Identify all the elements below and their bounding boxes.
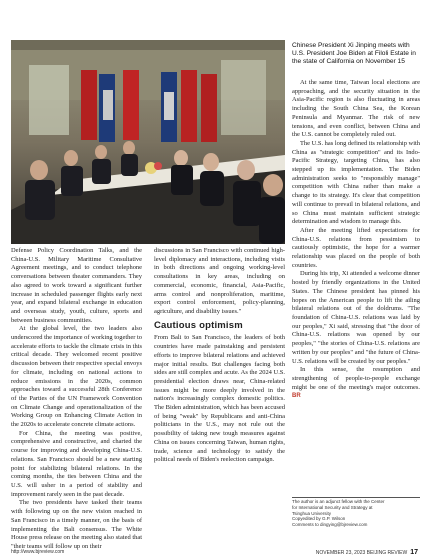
paragraph: The two presidents have tasked their teams with following up on the new vision reached in San Francisco in a timely manner, on the basis of implementing the Bali consensus. The White House press release on the meeting also stated that "their teams will follow up on their <box>11 499 142 550</box>
paragraph: From Bali to San Francisco, the leaders of both countries have made painstaking and persistent efforts to improve bilateral relations and achieved major initial results. But challenges facing both sides are still complex and acute. As the 2024 U.S. presidential election draws near, China-related issues might be more deeply involved in the nation's increasingly complex domestic politics. The Biden administration, which has been accused of being "weak" by Republicans and anti-China politicians in the U.S., may not rule out the possibility of taking new tough measures against China on issues concerning Taiwan, human rights, trade, science and technology to satisfy the political needs of Biden's reelection campaign. <box>154 334 285 464</box>
paragraph: During his trip, Xi attended a welcome dinner hosted by friendly organizations in the United States. The Chinese president has pinned his hopes on the American people to lift the ailing bilateral relations out of the doldrums. "The foundation of China-U.S. relations was laid by our peoples," Xi said, stressing that "the door of China-U.S. relations was opened by our peoples," "the stories of China-U.S. relations are written by our peoples" and "the future of China-U.S. relations will be created by our peoples." <box>292 270 420 365</box>
footer-url[interactable]: http://www.bjreview.com <box>11 549 65 555</box>
bio-line: for International Security and Strategy at <box>292 504 373 510</box>
bio-line: Comments to dingying@bjreview.com <box>292 522 368 527</box>
paragraph: Defense Policy Coordination Talks, and the China-U.S. Military Maritime Consultative Agreement meetings, and to conduct telephone conversations between theater commanders. They also agreed to work toward a significant further increase in scheduled passenger flights early next year, and expand bilateral exchange in education and overseas study, youth, culture, sports and between business communities. <box>11 247 142 324</box>
paragraph-final <box>292 366 420 401</box>
section-heading: Cautious optimism <box>154 319 243 331</box>
footer-issue <box>316 549 418 556</box>
bio-line: Copyedited by G.P. Wilson <box>292 516 346 522</box>
page-number: 17 <box>410 549 418 556</box>
issue-text: NOVEMBER 23, 2023 BEIJING REVIEW <box>315 550 408 556</box>
bio-line: The author is an adjunct fellow with the Center <box>292 499 385 504</box>
paragraph: The U.S. has long defined its relationship with China as "strategic competition" and its Indo-Pacific Strategy, targeting China, has also stepped up its implementation. The Biden administration seeks to "responsibly manage" competition with China rather than make a change to its strategy. It's clear that competition will continue to prevail in bilateral relations, and so China must maintain sufficient strategic determination and wisdom to manage this. <box>292 139 420 226</box>
paragraph: At the global level, the two leaders also underscored the importance of working together to accelerate efforts to tackle the climate crisis in this critical decade. They welcomed recent positive discussion between their respective special envoys for climate, including on national actions to reduce emissions in the 2020s, common approaches toward a successful 28th Conference of the Parties of the UN Framework Convention on Climate Change and operationalization of the Working Group on Enhancing Climate Action in the 2020s to accelerate concrete climate actions. <box>11 325 142 429</box>
paragraph: After the meeting lifted expectations for China-U.S. relations from pessimism to cautiously optimistic, the hope for a warmer relationship was placed on the people of both countries. <box>292 226 420 269</box>
bio-divider <box>292 497 420 498</box>
bio-line: Tsinghua University <box>292 510 332 516</box>
photo-caption: Chinese President Xi Jinping meets with U.S. President Joe Biden at Filoli Estate in the state of California on November 15 <box>292 42 416 65</box>
paragraph-text: In this sense, the resumption and strengthening of people-to-people exchange might be one of the meeting's major outcomes. <box>292 366 420 391</box>
paragraph: At the same time, Taiwan local elections are approaching, and the security situation in the Asia-Pacific region is also fluctuating in areas including the South China Sea, the Korean Peninsula and Myanmar. The risk of new tensions, and even conflict, between China and the U.S. cannot be completely ruled out. <box>292 79 420 139</box>
article-column-2 <box>154 247 285 465</box>
end-mark: BR <box>292 393 301 400</box>
article-column-3 <box>292 79 420 401</box>
photo-illustration <box>11 40 285 244</box>
news-photo <box>11 40 285 244</box>
article-column-1 <box>11 247 142 552</box>
author-bio <box>292 499 420 528</box>
paragraph: discussions in San Francisco with continued high-level diplomacy and interactions, including visits in both directions and ongoing working-level consultations in key areas, including on commercial, economic, financial, Asia-Pacific, arms control and nonproliferation, maritime, export control enforcement, policy-planning, agriculture, and disability issues." <box>154 247 285 315</box>
paragraph: For China, the meeting was positive, comprehensive and constructive, and charted the course for improving and developing China-U.S. relations. San Francisco should be a new starting point for stabilizing bilateral relations. In the coming months, the ties between China and the U.S. will usher in a period of stability and improvement rarely seen in the past decade. <box>11 429 142 498</box>
